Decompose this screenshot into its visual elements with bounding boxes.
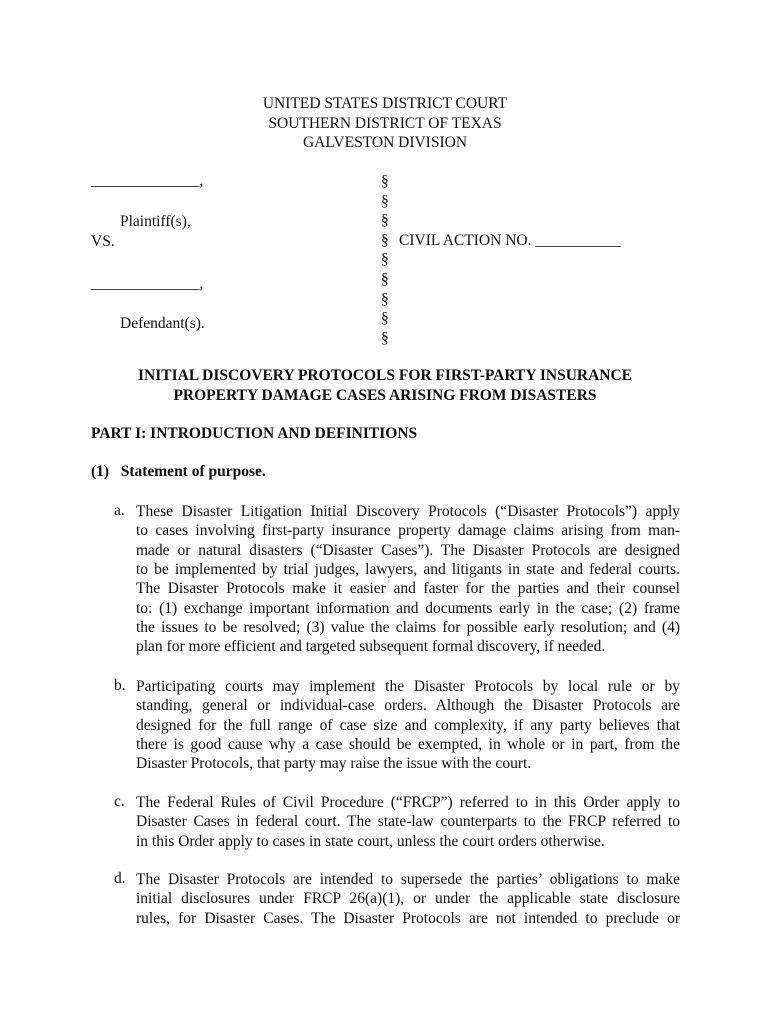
paragraph-line: in this Order apply to cases in state court, unless the court orders otherwise. — [136, 832, 605, 850]
paragraph-line: The Federal Rules of Civil Procedure (“FRCP”) referred to in this Order apply to — [136, 794, 680, 811]
section-symbol: § — [381, 329, 389, 347]
defendant-label: Defendant(s). — [120, 315, 205, 332]
paragraph-marker: a. — [114, 502, 125, 519]
title-line-2: PROPERTY DAMAGE CASES ARISING FROM DISASTERS — [173, 386, 597, 404]
paragraph-b — [114, 677, 680, 774]
section-symbol: § — [381, 212, 389, 230]
paragraph-d — [114, 870, 680, 928]
paragraph-line: initial disclosures under FRCP 26(a)(1), or under the applicable state disclosure — [136, 890, 680, 908]
paragraph-marker: c. — [114, 793, 125, 810]
paragraph-line: the issues to be resolved; (3) value the claims for possible early resolution; and (4) — [136, 619, 680, 637]
section-symbol: § — [381, 251, 389, 269]
paragraph-body — [136, 870, 680, 928]
paragraph-marker: d. — [114, 870, 126, 887]
paragraph-c — [114, 793, 680, 851]
section-heading: (1) Statement of purpose. — [91, 463, 266, 480]
section-symbol: § — [381, 173, 389, 190]
paragraph-line: designed for the full range of case size and complexity, if any party believes that — [136, 716, 680, 734]
paragraph-line: there is good cause why a case should be exempted, in whole or in part, from the — [136, 736, 680, 754]
paragraph-line: Disaster Cases in federal court. The state-law counterparts to the FRCP referred to — [136, 813, 680, 831]
paragraph-body — [136, 677, 680, 774]
paragraph-marker: b. — [114, 677, 126, 694]
paragraph-line: Participating courts may implement the Disaster Protocols by local rule or by — [136, 678, 680, 695]
paragraph-line: made or natural disasters (“Disaster Cases”). The Disaster Protocols are designed — [136, 541, 680, 559]
section-symbol: § — [381, 192, 389, 210]
paragraph-line: These Disaster Litigation Initial Discovery Protocols (“Disaster Protocols”) apply — [136, 503, 680, 520]
defendant-blank: ______________, — [91, 275, 204, 292]
versus-label: VS. — [91, 233, 115, 250]
paragraph-line: to: (1) exchange important information and documents early in the case; (2) frame — [136, 599, 680, 617]
paragraph-a — [114, 502, 680, 657]
paragraph-line: The Disaster Protocols are intended to supersede the parties’ obligations to make — [136, 871, 680, 888]
paragraph-line: Disaster Protocols, that party may raise the issue with the court. — [136, 755, 532, 773]
part-heading: PART I: INTRODUCTION AND DEFINITIONS — [91, 425, 418, 442]
section-symbol: § — [381, 290, 389, 308]
section-symbol-column — [381, 172, 389, 348]
paragraph-line: plan for more efficient and targeted subsequent formal discovery, if needed. — [136, 638, 606, 656]
section-symbol: § — [381, 270, 389, 288]
title-line-1: INITIAL DISCOVERY PROTOCOLS FOR FIRST-PARTY INSURANCE — [138, 367, 632, 384]
court-name: UNITED STATES DISTRICT COURT — [262, 95, 508, 112]
division-name: GALVESTON DIVISION — [302, 134, 468, 151]
paragraph-body — [136, 793, 680, 851]
section-symbol: § — [381, 310, 389, 328]
district-name: SOUTHERN DISTRICT OF TEXAS — [268, 114, 502, 132]
paragraph-body — [136, 502, 680, 657]
paragraph-line: to be implemented by trial judges, lawyers, and litigants in state and federal courts. — [136, 561, 680, 579]
plaintiff-blank: ______________, — [91, 172, 204, 189]
paragraph-line: to cases involving first-party insurance property damage claims arising from man- — [136, 522, 680, 540]
civil-action-number: CIVIL ACTION NO. ___________ — [399, 232, 621, 249]
paragraph-line: rules, for Disaster Cases. The Disaster Protocols are not intended to preclude or — [136, 909, 680, 927]
plaintiff-label: Plaintiff(s), — [120, 213, 191, 230]
court-header — [0, 94, 770, 153]
paragraph-line: The Disaster Protocols make it easier and faster for the parties and their counsel — [136, 580, 680, 598]
case-caption — [91, 172, 691, 352]
paragraph-line: standing, general or individual-case orders. Although the Disaster Protocols are — [136, 697, 680, 715]
document-title — [0, 366, 770, 405]
section-symbol: § — [381, 231, 389, 249]
